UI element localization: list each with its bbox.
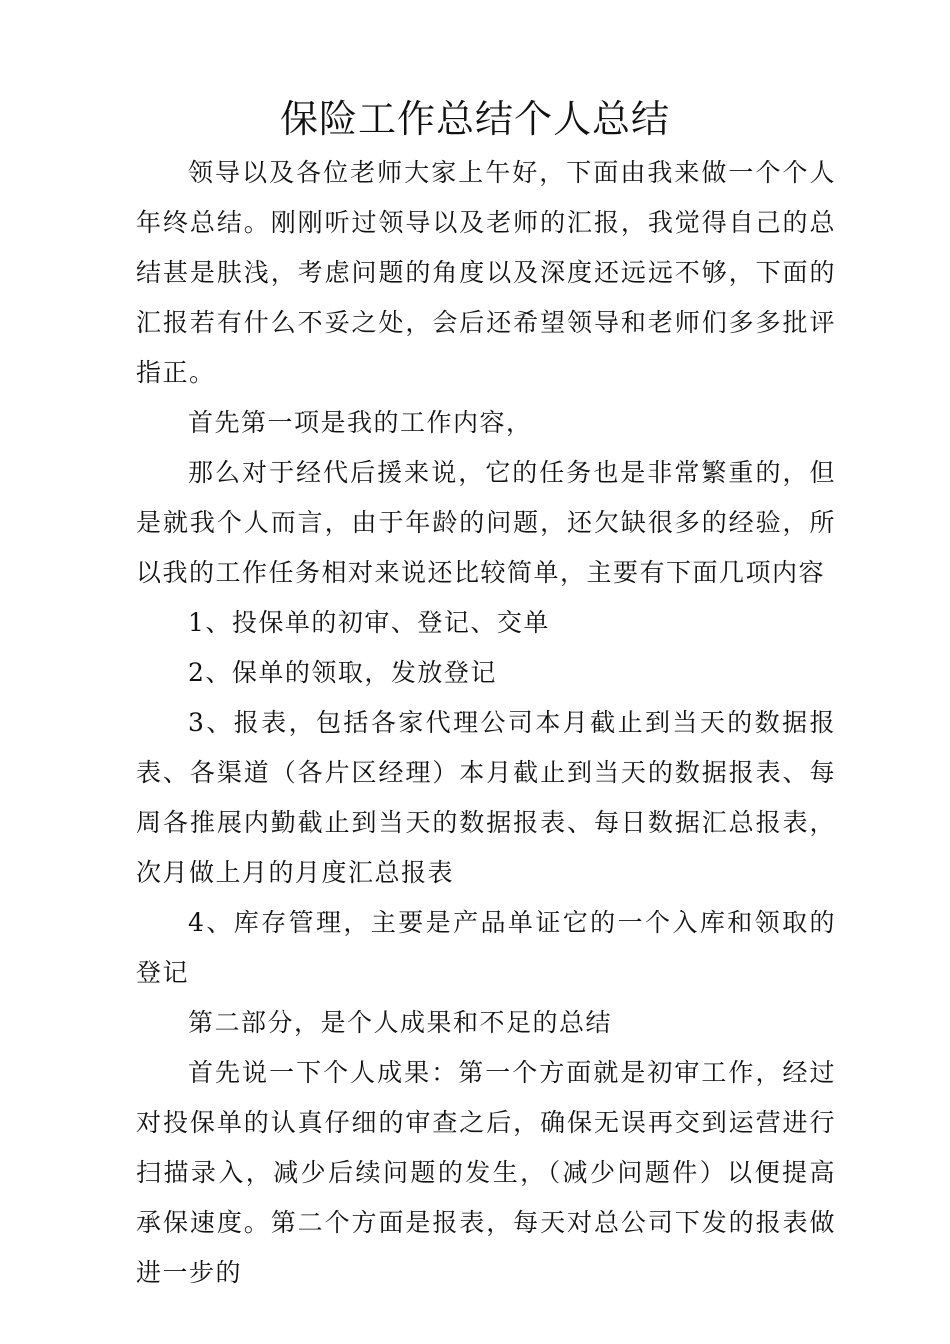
- list-item-2: 2、保单的领取，发放登记: [188, 658, 497, 687]
- list-item-4: 4、库存管理，主要是产品单证它的一个入库和领取的登记: [136, 908, 836, 987]
- paragraph-section-two-heading: 第二部分，是个人成果和不足的总结: [188, 1008, 613, 1037]
- paragraph-work-overview: 那么对于经代后援来说，它的任务也是非常繁重的，但是就我个人而言，由于年龄的问题，还欠缺很多的经验，所以我的工作任务相对来说还比较简单，主要有下面几项内容: [136, 458, 836, 587]
- document-title: 保险工作总结个人总结: [279, 97, 670, 141]
- paragraph-opening: 领导以及各位老师大家上午好，下面由我来做一个个人年终总结。刚刚听过领导以及老师的汇报，我觉得自己的总结甚是肤浅，考虑问题的角度以及深度还远远不够，下面的汇报若有什么不妥之处，会后还希望领导和老师们多多批评指正。: [136, 158, 836, 387]
- document-body: [136, 148, 836, 1298]
- paragraph-section-one-heading: 首先第一项是我的工作内容，: [188, 408, 533, 437]
- list-item-1: 1、投保单的初审、登记、交单: [188, 608, 550, 637]
- list-item-3: 3、报表，包括各家代理公司本月截止到当天的数据报表、各渠道（各片区经理）本月截止到当天的数据报表、每周各推展内勤截止到当天的数据报表、每日数据汇总报表，次月做上月的月度汇总报表: [136, 708, 836, 887]
- paragraph-achievements: 首先说一下个人成果：第一个方面就是初审工作，经过对投保单的认真仔细的审查之后，确保无误再交到运营进行扫描录入，减少后续问题的发生，（减少问题件）以便提高承保速度。第二个方面是报表，每天对总公司下发的报表做进一步的: [136, 1058, 836, 1287]
